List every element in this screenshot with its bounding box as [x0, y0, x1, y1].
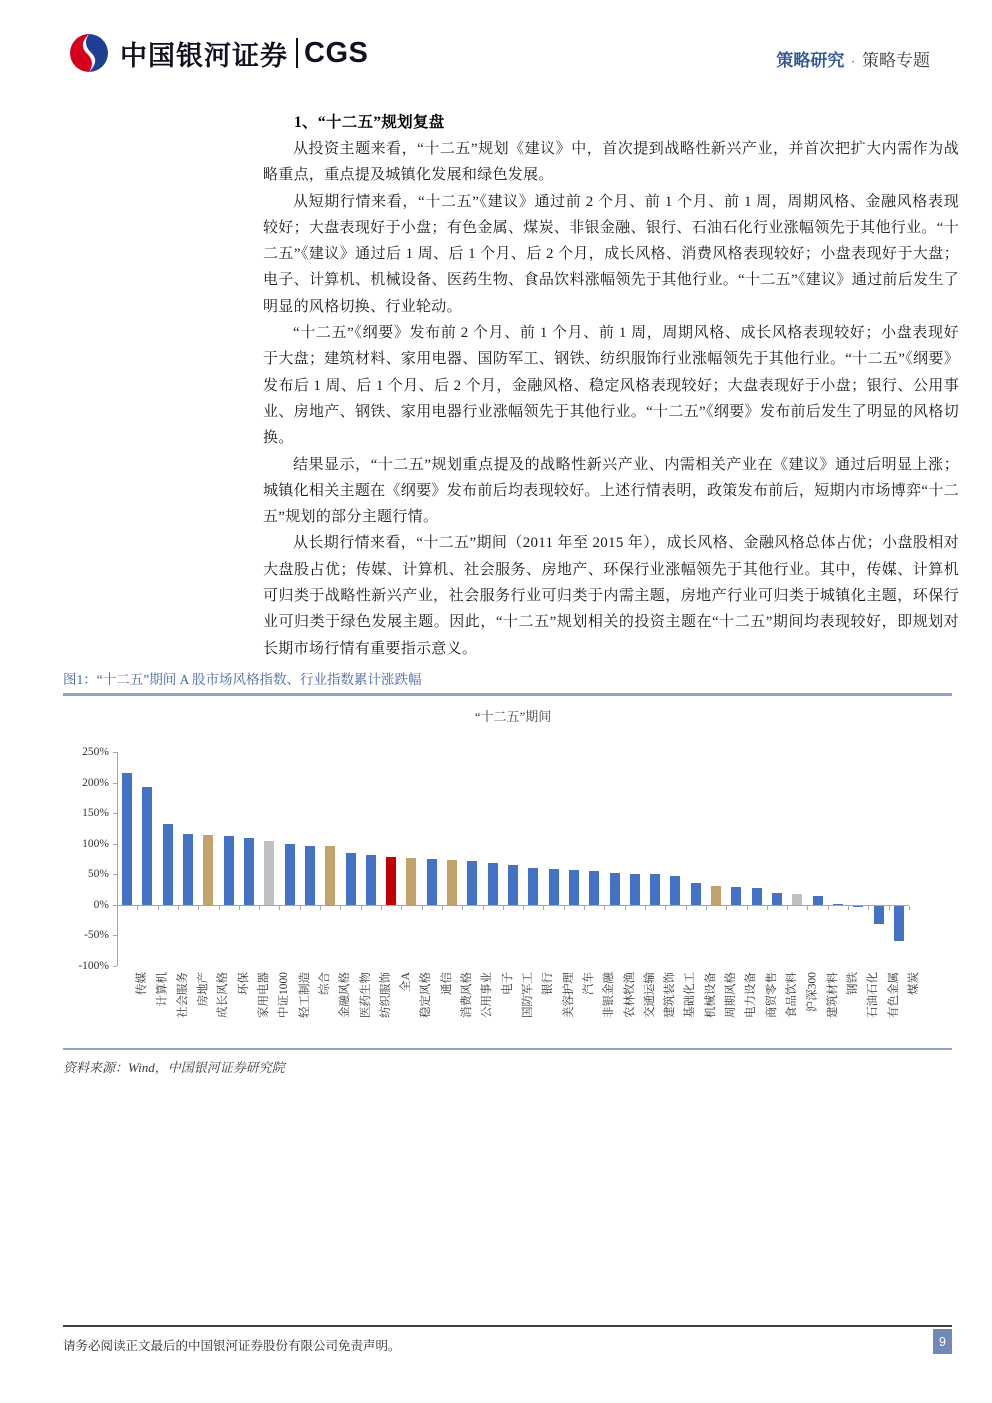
disclaimer-text: 请务必阅读正文最后的中国银河证券股份有限公司免责声明。: [63, 1339, 401, 1353]
x-category-label: 银行: [542, 972, 555, 995]
chart-bar: [285, 844, 295, 905]
y-tick-mark: [113, 752, 117, 753]
x-tick-mark: [178, 906, 179, 910]
company-logo: [68, 32, 368, 74]
chart-bar: [670, 876, 680, 905]
x-category-label: 食品饮料: [786, 972, 798, 1018]
x-tick-mark: [706, 906, 707, 910]
y-axis-line: [117, 752, 118, 966]
chart-bar: [772, 893, 782, 905]
y-tick-label: 100%: [82, 837, 109, 850]
x-tick-mark: [584, 906, 585, 910]
x-axis-line: [117, 905, 909, 906]
chart-bar: [691, 883, 701, 905]
x-tick-mark: [848, 906, 849, 910]
galaxy-swirl-icon: [68, 32, 110, 74]
chart-bar: [244, 838, 254, 905]
x-tick-mark: [503, 906, 504, 910]
dot-separator: ·: [850, 51, 856, 70]
y-tick-mark: [113, 966, 117, 967]
x-category-label: 轻工制造: [298, 972, 311, 1018]
y-tick-mark: [113, 813, 117, 814]
chart-bar: [366, 855, 376, 905]
x-tick-mark: [665, 906, 666, 910]
x-tick-mark: [564, 906, 565, 910]
x-category-label: 稳定风格: [420, 972, 433, 1018]
x-tick-mark: [381, 906, 382, 910]
chart-bar: [203, 835, 213, 905]
x-tick-mark: [361, 906, 362, 910]
logo-abbreviation: CGS: [304, 36, 369, 69]
x-category-label: 国防军工: [522, 972, 534, 1018]
x-tick-mark: [483, 906, 484, 910]
chart-bar: [528, 868, 538, 905]
x-tick-mark: [340, 906, 341, 910]
paragraph: 结果显示，“十二五”规划重点提及的战略性新兴产业、内需相关产业在《建议》通过后明显上涨；城镇化相关主题在《纲要》发布前后均表现较好。上述行情表明，政策发布前后，短期内市场博弈“十二五”规划的部分主题行情。: [263, 456, 959, 526]
x-category-label: 综合: [318, 972, 331, 995]
x-tick-mark: [117, 906, 118, 910]
x-category-label: 美容护理: [562, 972, 575, 1018]
x-category-label: 计算机: [156, 972, 169, 1007]
y-tick-label: -50%: [84, 929, 109, 942]
x-tick-mark: [523, 906, 524, 910]
x-tick-mark: [300, 906, 301, 910]
chart-title: “十二五”期间: [474, 709, 552, 724]
x-tick-mark: [462, 906, 463, 910]
x-category-label: 通信: [440, 972, 453, 995]
chart-bar: [122, 773, 132, 904]
x-tick-mark: [807, 906, 808, 910]
x-category-label: 纺织服饰: [379, 972, 392, 1018]
chart-bar: [508, 865, 518, 905]
x-category-label: 沪深300: [806, 972, 819, 1013]
y-tick-mark: [113, 874, 117, 875]
x-tick-mark: [442, 906, 443, 910]
x-tick-mark: [787, 906, 788, 910]
x-tick-mark: [239, 906, 240, 910]
chart-bar: [325, 846, 335, 905]
paragraph: 从投资主题来看，“十二五”规划《建议》中，首次提到战略性新兴产业，并首次把扩大内需作为战略重点，重点提及城镇化发展和绿色发展。: [263, 141, 959, 184]
y-tick-mark: [113, 935, 117, 936]
chart-bar: [346, 853, 356, 905]
x-tick-mark: [625, 906, 626, 910]
x-tick-mark: [422, 906, 423, 910]
logo-divider: [296, 38, 298, 68]
x-tick-mark: [828, 906, 829, 910]
x-category-label: 非银金融: [603, 972, 616, 1018]
chart-bar: [488, 863, 498, 905]
x-category-label: 电力设备: [745, 972, 758, 1018]
x-tick-mark: [604, 906, 605, 910]
x-category-label: 全A: [400, 972, 413, 992]
y-tick-label: 250%: [82, 746, 109, 758]
x-tick-mark: [767, 906, 768, 910]
page-number-badge: 9: [933, 1329, 952, 1354]
paragraph: “十二五”《纲要》发布前 2 个月、前 1 个月、前 1 周，周期风格、成长风格表现较好；小盘表现好于大盘；建筑材料、家用电器、国防军工、钢铁、纺织服饰行业涨幅领先于其他行业。“十二五”《纲要》发布后 1 周、后 1 个月、后 2 个月，金融风格、稳定风格表现较好；大盘表现好于小盘；银行、公用事业、房地产、钢铁、家用电器行业涨幅领先于其他行业。“十二五”《纲要》发布前后发生了明显的风格切换。: [263, 325, 959, 447]
x-tick-mark: [320, 906, 321, 910]
x-tick-mark: [726, 906, 727, 910]
chart-bar: [711, 886, 721, 905]
figure-source: 资料来源：Wind，中国银河证券研究院: [63, 1048, 952, 1076]
y-tick-mark: [113, 783, 117, 784]
x-tick-mark: [219, 906, 220, 910]
x-category-label: 汽车: [582, 972, 595, 995]
x-tick-mark: [868, 906, 869, 910]
x-category-label: 建筑材料: [826, 972, 839, 1018]
x-tick-mark: [686, 906, 687, 910]
x-category-label: 金融风格: [339, 972, 352, 1018]
chart-bar: [183, 834, 193, 905]
x-category-label: 电子: [501, 972, 514, 995]
chart-bar: [569, 870, 579, 905]
section-title: 1、“十二五”规划复盘: [294, 114, 445, 131]
chart-bar: [833, 904, 843, 905]
x-tick-mark: [543, 906, 544, 910]
y-tick-label: 150%: [82, 807, 109, 820]
x-category-label: 基础化工: [684, 972, 697, 1018]
x-category-label: 环保: [237, 972, 250, 995]
x-category-label: 医药生物: [359, 972, 372, 1018]
x-tick-mark: [645, 906, 646, 910]
figure-caption: 图1：“十二五”期间 A 股市场风格指数、行业指数累计涨跌幅: [63, 668, 952, 696]
chart-bar: [224, 836, 234, 904]
chart-bar: [305, 846, 315, 905]
x-category-label: 消费风格: [461, 972, 474, 1018]
chart-bar: [610, 873, 620, 905]
report-category: [776, 46, 930, 71]
chart-bar: [894, 906, 904, 941]
x-tick-mark: [401, 906, 402, 910]
y-tick-label: 200%: [82, 776, 109, 789]
y-tick-mark: [113, 844, 117, 845]
chart-bar: [264, 841, 274, 905]
x-tick-mark: [889, 906, 890, 910]
paragraph: 从长期行情来看，“十二五”期间（2011 年至 2015 年），成长风格、金融风格总体占优；小盘股相对大盘股占优；传媒、计算机、社会服务、房地产、环保行业涨幅领先于其他行业。其中，传媒、计算机可归类于战略性新兴产业，社会服务行业可归类于内需主题，房地产行业可归类于城镇化主题，环保行业可归类于绿色发展主题。因此，“十二五”规划相关的投资主题在“十二五”期间均表现较好，即规划对长期市场行情有重要指示意义。: [263, 535, 959, 657]
x-category-label: 农林牧渔: [623, 972, 636, 1018]
x-category-label: 建筑装饰: [664, 972, 677, 1018]
chart-bar: [630, 874, 640, 905]
x-category-label: 商贸零售: [765, 972, 778, 1018]
chart-bar: [792, 894, 802, 904]
chart-bar: [386, 857, 396, 905]
y-tick-label: 0%: [93, 898, 109, 911]
chart-bar: [467, 861, 477, 904]
x-category-label: 家用电器: [258, 972, 270, 1018]
x-category-label: 公用事业: [481, 972, 494, 1018]
chart-bar: [874, 906, 884, 924]
chart-bar: [853, 906, 863, 907]
logo-company-name: 中国银河证券: [120, 40, 288, 71]
bar-chart: [63, 696, 952, 1048]
chart-bar: [142, 787, 152, 904]
paragraph: 从短期行情来看，“十二五”《建议》通过前 2 个月、前 1 个月、前 1 周，周期风格、金融风格表现较好；大盘表现好于小盘；有色金属、煤炭、非银金融、银行、石油石化行业涨幅领先于其他行业。“十二五”《建议》通过后 1 周、后 1 个月、后 2 个月，成长风格、消费风格表现较好；小盘表现好于大盘；电子、计算机、机械设备、医药生物、食品饮料涨幅领先于其他行业。“十二五”《建议》通过前后发生了明显的风格切换、行业轮动。: [263, 193, 959, 315]
x-tick-mark: [259, 906, 260, 910]
y-tick-label: 50%: [87, 868, 109, 881]
x-tick-mark: [909, 906, 910, 910]
chart-bar: [447, 860, 457, 905]
chart-bar: [427, 859, 437, 905]
doc-type-label: 策略研究: [776, 51, 845, 70]
x-category-label: 传媒: [136, 972, 149, 995]
chart-bar: [549, 869, 559, 904]
x-category-label: 有色金属: [887, 972, 900, 1018]
x-category-label: 社会服务: [176, 972, 189, 1018]
chart-bar: [813, 896, 823, 905]
page-footer: [63, 1325, 952, 1354]
doc-subtype-label: 策略专题: [862, 51, 930, 70]
x-category-label: 房地产: [197, 972, 210, 1007]
x-category-label: 成长风格: [217, 972, 230, 1018]
chart-bar: [589, 871, 599, 905]
article-body: [263, 110, 959, 662]
x-category-label: 周期风格: [725, 972, 738, 1018]
chart-bar: [731, 887, 741, 905]
x-category-label: 中证1000: [278, 972, 291, 1018]
x-tick-mark: [137, 906, 138, 910]
figure-1: [63, 668, 952, 1076]
x-tick-mark: [158, 906, 159, 910]
x-category-label: 煤炭: [907, 972, 920, 995]
x-category-label: 机械设备: [704, 972, 717, 1018]
chart-bar: [406, 858, 416, 905]
x-tick-mark: [279, 906, 280, 910]
x-tick-mark: [198, 906, 199, 910]
chart-bar: [650, 874, 660, 905]
y-tick-label: -100%: [78, 960, 109, 972]
chart-bar: [163, 824, 173, 905]
x-tick-mark: [747, 906, 748, 910]
x-category-label: 钢铁: [846, 972, 859, 995]
x-category-label: 石油石化: [867, 972, 880, 1018]
x-category-label: 交通运输: [643, 972, 656, 1018]
chart-bar: [752, 888, 762, 905]
